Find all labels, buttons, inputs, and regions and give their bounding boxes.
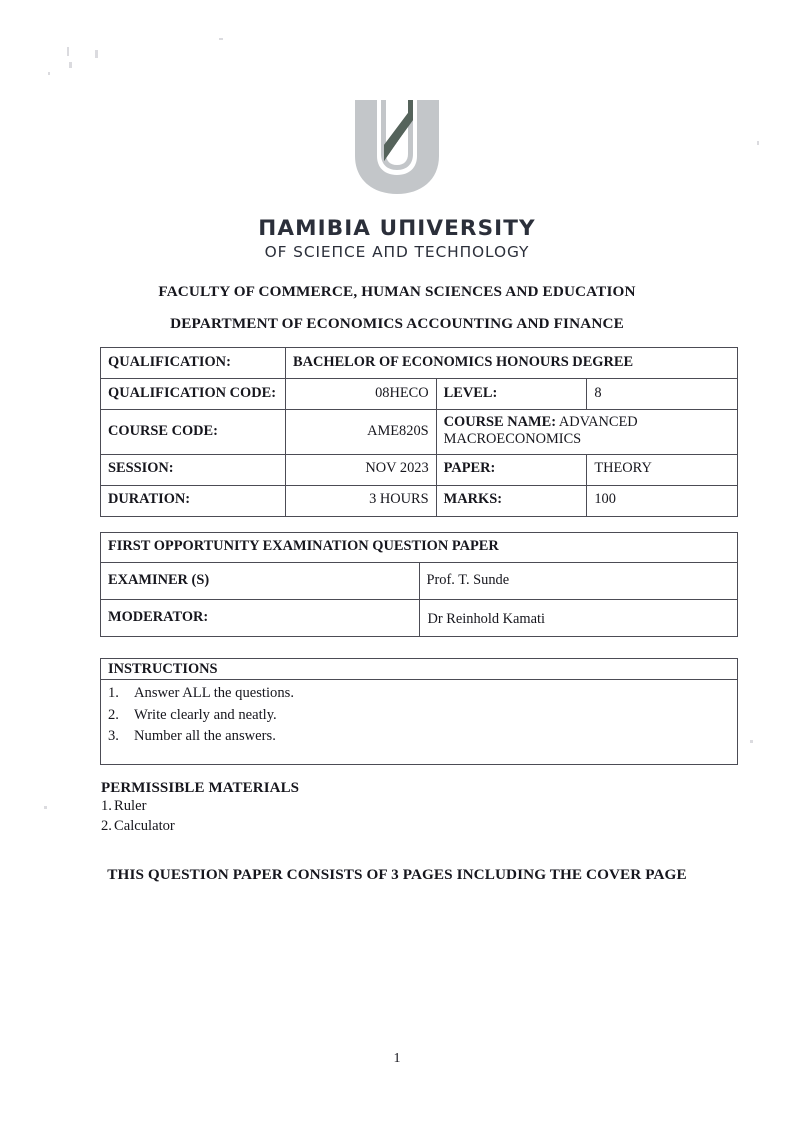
- permissible-materials-heading: PERMISSIBLE MATERIALS: [101, 780, 300, 796]
- course-name-value: ADVANCED MACROECONOMICS: [443, 414, 638, 448]
- scan-speckle: [44, 806, 47, 809]
- paper-label: PAPER:: [436, 454, 587, 485]
- table-row: [101, 533, 738, 563]
- examiner-value: Prof. T. Sunde: [419, 563, 738, 600]
- instruction-text: Answer ALL the questions.: [134, 685, 294, 702]
- table-row: [101, 485, 738, 516]
- marks-label: MARKS:: [436, 485, 587, 516]
- table-row: [101, 410, 738, 455]
- table-row: [101, 563, 738, 600]
- instruction-number: 3.: [108, 728, 119, 745]
- list-item: [101, 797, 299, 817]
- examiner-table: [100, 532, 738, 637]
- level-label: LEVEL:: [436, 379, 587, 410]
- course-code-label: COURSE CODE:: [101, 410, 286, 455]
- instruction-number: 1.: [108, 685, 119, 702]
- course-name-label: COURSE NAME:: [443, 414, 556, 430]
- permissible-materials-list: [101, 797, 299, 837]
- department-heading: DEPARTMENT OF ECONOMICS ACCOUNTING AND FINANCE: [170, 315, 624, 332]
- examiner-label: EXAMINER (S): [101, 563, 420, 600]
- session-label: SESSION:: [101, 454, 286, 485]
- university-name-line2: OF SCIEΠCE AΠD TECHΠOLOGY: [264, 243, 530, 262]
- university-name-line1: ΠAMIBIA UΠIVERSITY: [258, 216, 536, 241]
- material-number: 2.: [101, 817, 112, 834]
- qualification-table: [100, 347, 738, 517]
- session-value: NOV 2023: [286, 454, 437, 485]
- course-name-cell: [436, 410, 737, 455]
- instructions-heading: INSTRUCTIONS: [101, 659, 738, 680]
- duration-value: 3 HOURS: [286, 485, 437, 516]
- qualification-code-label: QUALIFICATION CODE:: [101, 379, 286, 410]
- duration-label: DURATION:: [101, 485, 286, 516]
- university-wordmark: [0, 216, 794, 262]
- table-row: [101, 680, 738, 765]
- scan-speckle: [95, 50, 98, 58]
- scan-speckle: [750, 740, 753, 743]
- paper-value: THEORY: [587, 454, 738, 485]
- instructions-table: [100, 658, 738, 765]
- qualification-label: QUALIFICATION:: [101, 348, 286, 379]
- instructions-body: [101, 680, 738, 765]
- marks-value: 100: [587, 485, 738, 516]
- moderator-value: Dr Reinhold Kamati: [420, 602, 739, 639]
- table-row: [101, 379, 738, 410]
- material-number: 1.: [101, 798, 112, 814]
- instruction-number: 2.: [108, 706, 119, 723]
- list-item: [108, 683, 730, 705]
- scan-speckle: [48, 72, 50, 75]
- moderator-label: MODERATOR:: [101, 600, 420, 637]
- material-text: Ruler: [114, 798, 147, 814]
- qualification-code-value: 08HECO: [286, 379, 437, 410]
- table-row: [101, 600, 738, 637]
- instruction-text: Write clearly and neatly.: [134, 706, 277, 723]
- course-code-value: AME820S: [286, 410, 437, 455]
- scan-speckle: [67, 47, 69, 56]
- level-value: 8: [587, 379, 738, 410]
- list-item: [108, 705, 730, 727]
- exam-paper-title: FIRST OPPORTUNITY EXAMINATION QUESTION PAPER: [101, 533, 738, 563]
- table-row: [101, 659, 738, 680]
- instruction-text: Number all the answers.: [134, 728, 276, 745]
- permissible-materials-section: [101, 780, 299, 837]
- list-item: [101, 817, 299, 837]
- pages-count-note: THIS QUESTION PAPER CONSISTS OF 3 PAGES INCLUDING THE COVER PAGE: [107, 866, 687, 883]
- nust-shield-logo-icon: [351, 98, 443, 196]
- table-row: [101, 454, 738, 485]
- list-item: [108, 726, 730, 748]
- page-number: 1: [393, 1051, 401, 1066]
- material-text: Calculator: [114, 817, 175, 834]
- scan-speckle: [69, 62, 72, 68]
- qualification-value: BACHELOR OF ECONOMICS HONOURS DEGREE: [286, 348, 738, 379]
- logo-container: [0, 98, 794, 196]
- scan-speckle: [219, 38, 223, 40]
- instructions-list: [108, 683, 730, 748]
- faculty-heading: FACULTY OF COMMERCE, HUMAN SCIENCES AND EDUCATION: [158, 283, 636, 300]
- table-row: [101, 348, 738, 379]
